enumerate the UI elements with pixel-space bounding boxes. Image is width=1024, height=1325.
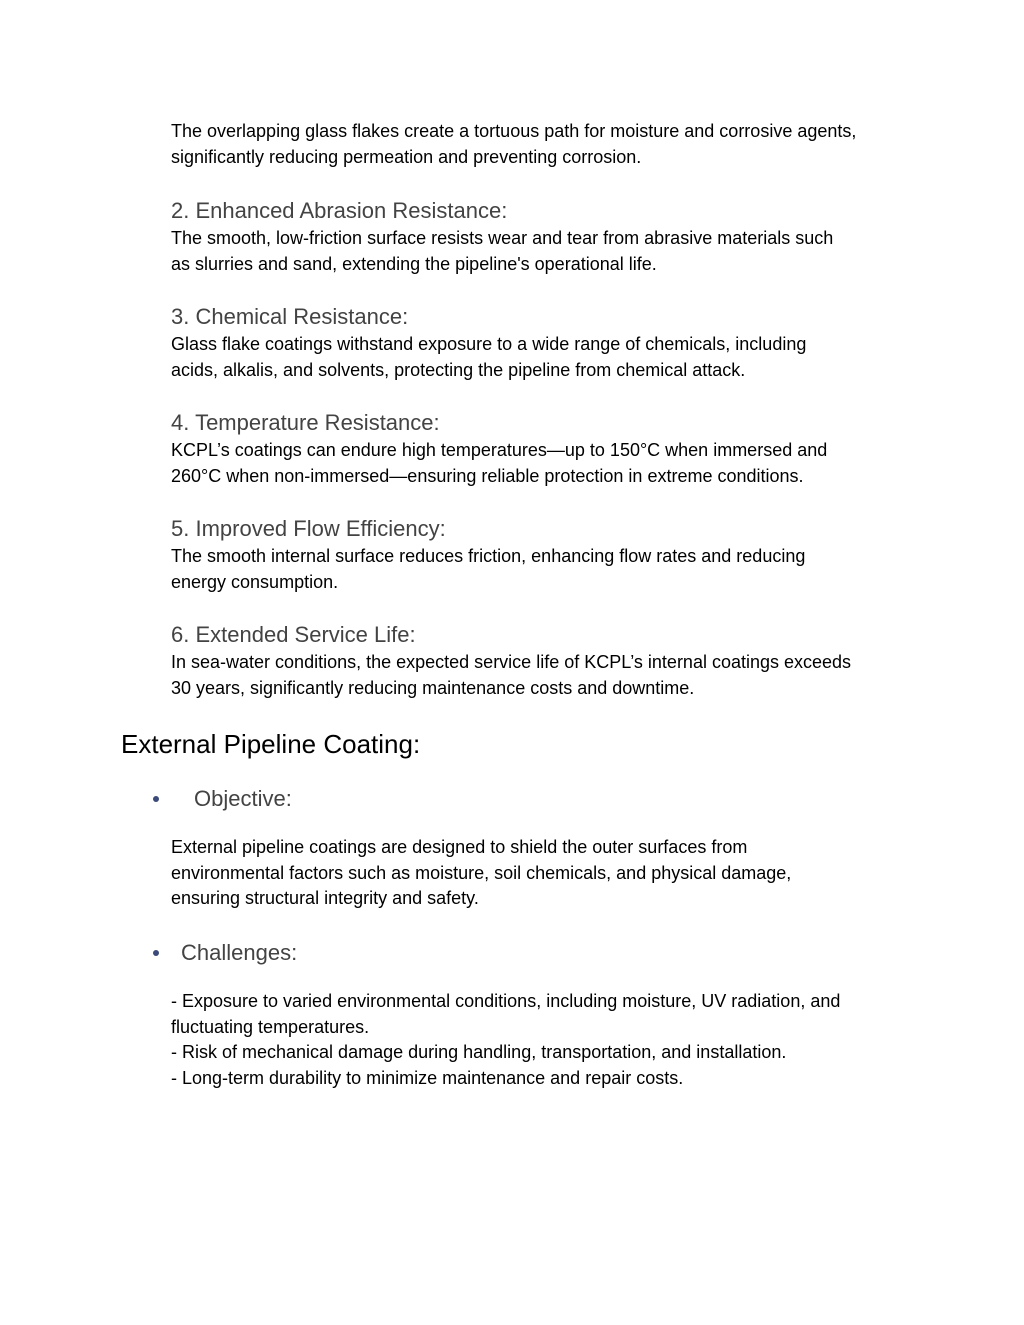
benefit-line: 260°C when non-immersed—ensuring reliable protection in extreme conditions.: [171, 465, 804, 486]
benefit-heading: 4. Temperature Resistance:: [171, 410, 440, 435]
objective-bullet: [153, 784, 292, 814]
benefit-abrasion: [171, 196, 911, 277]
section-heading: External Pipeline Coating:: [121, 729, 421, 759]
benefit-heading: 6. Extended Service Life:: [171, 622, 416, 647]
benefit-temperature: [171, 408, 911, 489]
objective-line: environmental factors such as moisture, soil chemicals, and physical damage,: [171, 862, 792, 883]
benefit-heading: 5. Improved Flow Efficiency:: [171, 516, 446, 541]
bullet-dot-icon: [153, 950, 159, 956]
challenges-list: [171, 989, 911, 1091]
benefit-line: KCPL’s coatings can endure high temperatures—up to 150°C when immersed and: [171, 440, 828, 460]
challenge-line: - Risk of mechanical damage during handling, transportation, and installation.: [171, 1042, 787, 1062]
benefit-line: as slurries and sand, extending the pipeline's operational life.: [171, 253, 657, 274]
benefit-heading: 2. Enhanced Abrasion Resistance:: [171, 198, 508, 223]
challenge-line: - Long-term durability to minimize maintenance and repair costs.: [171, 1067, 684, 1088]
benefit-line: The smooth, low-friction surface resists wear and tear from abrasive materials such: [171, 228, 834, 248]
objective-paragraph: [171, 835, 911, 912]
challenges-bullet: [153, 938, 297, 968]
benefit-service-life: [171, 620, 911, 701]
benefit-chemical: [171, 302, 911, 383]
intro-paragraph: [171, 119, 911, 170]
benefit-heading: 3. Chemical Resistance:: [171, 304, 409, 329]
benefit-line: The smooth internal surface reduces friction, enhancing flow rates and reducing: [171, 546, 806, 566]
challenge-line: - Exposure to varied environmental conditions, including moisture, UV radiation, and: [171, 991, 841, 1011]
benefit-line: Glass flake coatings withstand exposure to a wide range of chemicals, including: [171, 334, 807, 354]
benefit-line: energy consumption.: [171, 571, 339, 592]
objective-line: ensuring structural integrity and safety.: [171, 888, 479, 908]
objective-label: Objective:: [194, 786, 292, 811]
benefit-line: 30 years, significantly reducing maintenance costs and downtime.: [171, 677, 695, 698]
challenges-label: Challenges:: [181, 940, 298, 965]
bullet-dot-icon: [153, 796, 159, 802]
intro-line: significantly reducing permeation and preventing corrosion.: [171, 146, 642, 167]
benefit-flow: [171, 514, 911, 595]
benefit-line: acids, alkalis, and solvents, protecting the pipeline from chemical attack.: [171, 359, 746, 380]
benefit-line: In sea-water conditions, the expected service life of KCPL’s internal coatings exceeds: [171, 652, 852, 672]
intro-line: The overlapping glass flakes create a tortuous path for moisture and corrosive agents,: [171, 121, 857, 141]
objective-line: External pipeline coatings are designed to shield the outer surfaces from: [171, 837, 748, 857]
challenge-line: fluctuating temperatures.: [171, 1016, 370, 1037]
